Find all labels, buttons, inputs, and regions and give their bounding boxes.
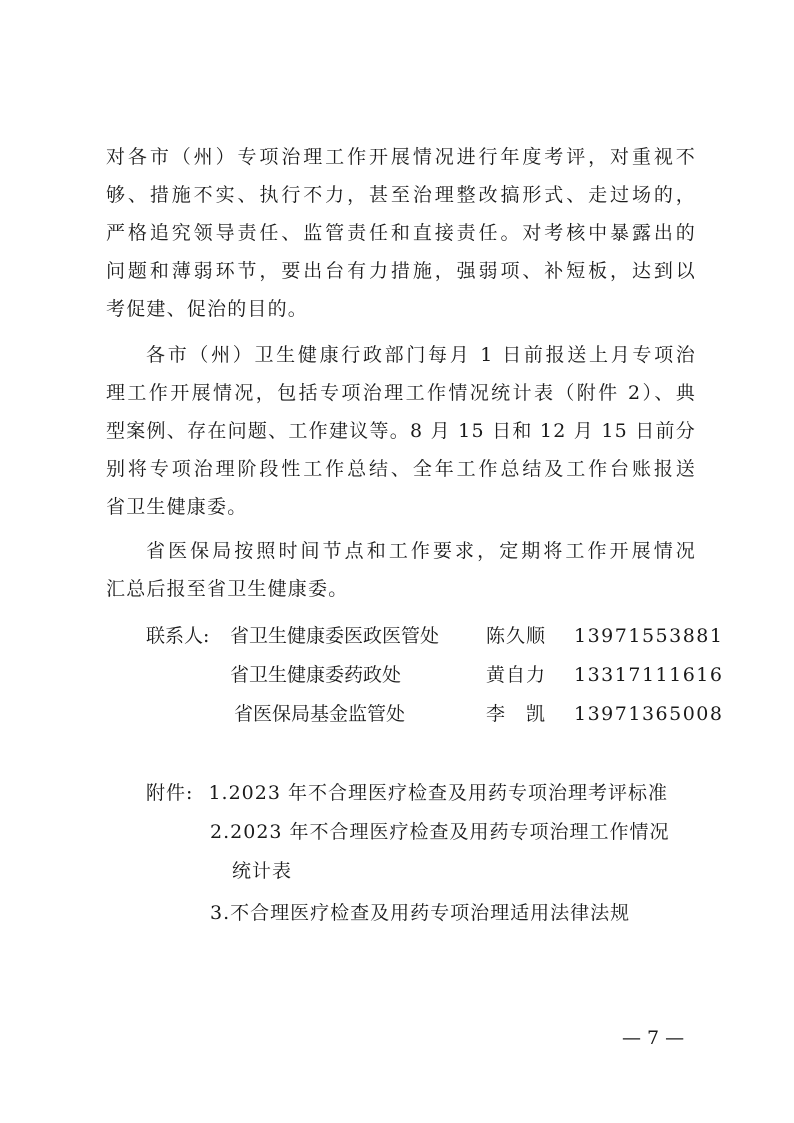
text-line: 型案例、存在问题、工作建议等。8 月 15 日和 12 月 15 日前分	[106, 420, 696, 442]
attachment-title: 不合理医疗检查及用药专项治理适用法律法规	[230, 902, 631, 924]
contact-department: 省医保局基金监管处	[234, 703, 406, 725]
contact-phone: 13971365008	[574, 703, 724, 725]
attachments-label: 附件:	[146, 782, 194, 804]
contact-phone: 13317111616	[574, 664, 724, 686]
text-line: 严格追究领导责任、监管责任和直接责任。对考核中暴露出的	[106, 222, 696, 244]
attachment-item	[210, 819, 670, 845]
text-line: 省医保局按照时间节点和工作要求，定期将工作开展情况	[146, 540, 696, 562]
text-line: 对各市（州）专项治理工作开展情况进行年度考评，对重视不	[106, 146, 696, 168]
text-line: 别将专项治理阶段性工作总结、全年工作总结及工作台账报送	[106, 458, 696, 480]
attachment-number: 3.	[210, 902, 231, 924]
page-number: — 7 —	[622, 1027, 685, 1049]
text-line: 考促建、促治的目的。	[106, 298, 309, 320]
attachment-number: 2.	[210, 821, 231, 843]
contact-phone: 13971553881	[574, 625, 724, 647]
attachment-title: 2023 年不合理医疗检查及用药专项治理工作情况	[230, 821, 670, 843]
text-line: 省卫生健康委。	[106, 496, 248, 518]
contact-row	[146, 701, 724, 727]
contact-row	[146, 623, 724, 649]
contact-row	[146, 662, 724, 688]
contact-department: 省卫生健康委药政处	[230, 664, 402, 686]
attachment-item	[210, 900, 630, 926]
contact-name: 李 凯	[486, 703, 547, 725]
contact-name: 黄自力	[486, 664, 547, 686]
attachment-title-continuation: 统计表	[232, 860, 293, 882]
attachment-item	[146, 780, 668, 806]
text-line: 各市（州）卫生健康行政部门每月 1 日前报送上月专项治	[146, 344, 696, 366]
attachment-number: 1.	[208, 782, 229, 804]
text-line: 汇总后报至省卫生健康委。	[106, 578, 349, 600]
contacts-label: 联系人:	[146, 625, 210, 647]
text-line: 理工作开展情况，包括专项治理工作情况统计表（附件 2）、典	[106, 382, 696, 404]
attachment-title: 2023 年不合理医疗检查及用药专项治理考评标准	[228, 782, 668, 804]
text-line: 问题和薄弱环节，要出台有力措施，强弱项、补短板，达到以	[106, 260, 696, 282]
text-line: 够、措施不实、执行不力，甚至治理整改搞形式、走过场的，	[106, 184, 696, 206]
contact-name: 陈久顺	[486, 625, 547, 647]
contact-department: 省卫生健康委医政医管处	[230, 625, 440, 647]
